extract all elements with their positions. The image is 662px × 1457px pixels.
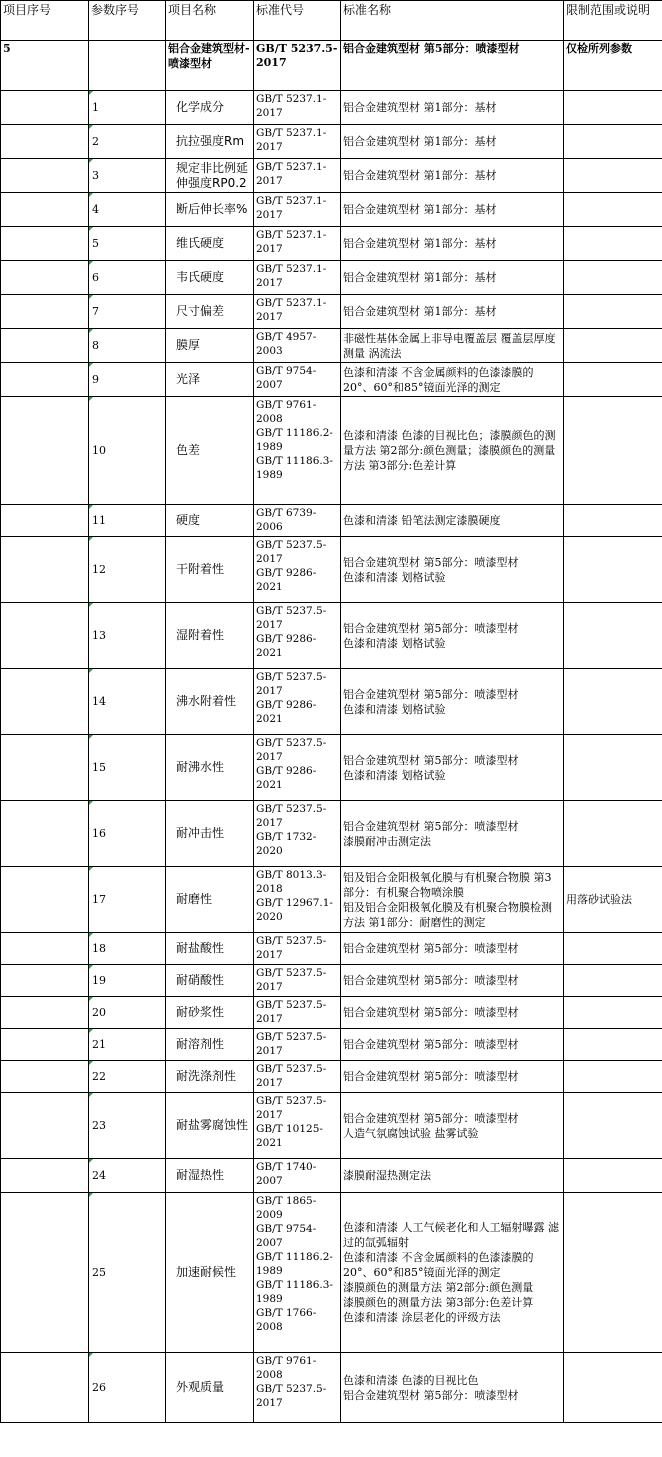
param-no: 1 <box>89 91 166 125</box>
std-name-line: 铝合金建筑型材 第5部分：喷漆型材 <box>343 687 519 701</box>
std-code-line: GB/T 5237.5-2017 <box>256 967 327 993</box>
remark <box>564 603 662 669</box>
std-name-line: 色漆和清漆 色漆的目视比色 <box>343 1373 479 1387</box>
project-no-cell <box>1 397 89 505</box>
param-no: 16 <box>89 801 166 867</box>
table-row <box>1 669 662 735</box>
item-name: 耐盐雾腐蚀性 <box>166 1093 254 1159</box>
project-no-cell <box>1 363 89 397</box>
table-row <box>1 1353 662 1423</box>
std-name <box>341 1353 564 1423</box>
std-name-line: 铝合金建筑型材 第1部分：基材 <box>343 305 497 318</box>
table-row <box>1 1159 662 1193</box>
std-code-line: GB/T 5237.1-2017 <box>256 161 327 187</box>
param-no: 10 <box>89 397 166 505</box>
std-code-line: GB/T 5237.1-2017 <box>256 263 327 289</box>
table-row <box>1 363 662 397</box>
remark <box>564 537 662 603</box>
std-code-line: GB/T 5237.5-2017 <box>256 539 327 565</box>
param-no: 25 <box>89 1193 166 1353</box>
std-code <box>254 537 341 603</box>
item-name: 规定非比例延伸强度RP0.2 <box>166 159 254 193</box>
std-code-line: GB/T 5237.1-2017 <box>256 127 327 153</box>
table-row <box>1 1061 662 1093</box>
table-row <box>1 1193 662 1353</box>
std-code-line: GB/T 5237.1-2017 <box>256 297 327 323</box>
std-code-line: GB/T 11186.3-1989 <box>256 455 333 481</box>
std-code <box>254 193 341 227</box>
std-code <box>254 1353 341 1423</box>
project-no-cell <box>1 329 89 363</box>
remark <box>564 1353 662 1423</box>
project-no-cell <box>1 125 89 159</box>
param-no: 18 <box>89 933 166 965</box>
std-code-line: GB/T 5237.5-2017 <box>256 671 327 697</box>
item-name: 断后伸长率% <box>166 193 254 227</box>
std-code-line: GB/T 1740-2007 <box>256 1161 317 1187</box>
param-no: 19 <box>89 965 166 997</box>
std-name-line: 铝合金建筑型材 第5部分：喷漆型材 <box>343 1388 519 1402</box>
item-name: 耐溶剂性 <box>166 1029 254 1061</box>
table-row <box>1 295 662 329</box>
project-no-cell <box>1 603 89 669</box>
std-name-line: 铝合金建筑型材 第5部分：喷漆型材 <box>343 1006 519 1019</box>
project-no-cell <box>1 933 89 965</box>
project-no-cell <box>1 965 89 997</box>
std-code <box>254 801 341 867</box>
std-code <box>254 261 341 295</box>
project-no-cell <box>1 1061 89 1093</box>
std-name-line: 非磁性基体金属上非导电覆盖层 覆盖层厚度测量 涡流法 <box>343 331 556 360</box>
remark <box>564 801 662 867</box>
std-code-line: GB/T 9754-2007 <box>256 1223 317 1249</box>
std-name-line: 漆膜耐湿热测定法 <box>343 1169 431 1182</box>
std-name-line: 色漆和清漆 色漆的目视比色；漆膜颜色的测量方法 第2部分:颜色测量；漆膜颜色的测量方法 第3部分:色差计算 <box>343 429 556 472</box>
table-row <box>1 965 662 997</box>
param-no: 21 <box>89 1029 166 1061</box>
project-no-cell <box>1 295 89 329</box>
param-no: 7 <box>89 295 166 329</box>
item-name: 耐磨性 <box>166 867 254 933</box>
table-row <box>1 735 662 801</box>
table-row <box>1 867 662 933</box>
table-row <box>1 397 662 505</box>
remark <box>564 1193 662 1353</box>
std-code <box>254 227 341 261</box>
remark <box>564 193 662 227</box>
std-name <box>341 1029 564 1061</box>
param-no: 2 <box>89 125 166 159</box>
param-no: 26 <box>89 1353 166 1423</box>
std-name <box>341 363 564 397</box>
std-name <box>341 997 564 1029</box>
item-name: 耐硝酸性 <box>166 965 254 997</box>
table-row <box>1 159 662 193</box>
project-no-cell <box>1 505 89 537</box>
project-no-cell <box>1 159 89 193</box>
std-name-line: 色漆和清漆 划格试验 <box>343 570 446 584</box>
item-name: 韦氏硬度 <box>166 261 254 295</box>
param-no: 14 <box>89 669 166 735</box>
remark <box>564 505 662 537</box>
item-name: 干附着性 <box>166 537 254 603</box>
item-name: 耐沸水性 <box>166 735 254 801</box>
std-code <box>254 603 341 669</box>
std-code-line: GB/T 5237.1-2017 <box>256 229 327 255</box>
std-code <box>254 295 341 329</box>
std-name-line: 色漆和清漆 铅笔法测定漆膜硬度 <box>343 514 501 527</box>
project-no-cell <box>1 1159 89 1193</box>
std-name-line: 铝合金建筑型材 第5部分：喷漆型材 <box>343 1038 519 1051</box>
std-name-line: 铝合金建筑型材 第5部分：喷漆型材 <box>343 942 519 955</box>
remark <box>564 1159 662 1193</box>
std-code-line: GB/T 5237.5-2017 <box>256 999 327 1025</box>
std-code <box>254 735 341 801</box>
std-name-line: 铝合金建筑型材 第1部分：基材 <box>343 271 497 284</box>
item-name: 膜厚 <box>166 329 254 363</box>
std-name <box>341 1159 564 1193</box>
header-row <box>1 1 662 41</box>
std-name <box>341 603 564 669</box>
param-no: 9 <box>89 363 166 397</box>
std-code <box>254 91 341 125</box>
std-code-line: GB/T 5237.5-2017 <box>256 1031 327 1057</box>
project-no-cell <box>1 1353 89 1423</box>
std-code <box>254 867 341 933</box>
std-code <box>254 669 341 735</box>
std-name-line: 色漆和清漆 划格试验 <box>343 768 446 782</box>
project-name: 铝合金建筑型材-喷漆型材 <box>166 41 254 91</box>
std-name-line: 铝合金建筑型材 第5部分：喷漆型材 <box>343 555 519 569</box>
remark: 用落砂试验法 <box>564 867 662 933</box>
project-no-cell <box>1 801 89 867</box>
remark <box>564 997 662 1029</box>
std-code <box>254 1193 341 1353</box>
project-no-cell <box>1 735 89 801</box>
std-name <box>341 397 564 505</box>
item-name: 湿附着性 <box>166 603 254 669</box>
std-code <box>254 965 341 997</box>
std-name-line: 铝合金建筑型材 第5部分：喷漆型材 <box>343 1070 519 1083</box>
std-code <box>254 1159 341 1193</box>
std-name-line: 铝合金建筑型材 第5部分：喷漆型材 <box>343 753 519 767</box>
std-code-line: GB/T 12967.1-2020 <box>256 897 333 923</box>
remark <box>564 363 662 397</box>
std-name-line: 色漆和清漆 不含金属颜料的色漆漆膜的20°、60°和85°镜面光泽的测定 <box>343 365 534 394</box>
remark <box>564 669 662 735</box>
std-name-line: 色漆和清漆 不含金属颜料的色漆漆膜的20°、60°和85°镜面光泽的测定 <box>343 1251 534 1279</box>
std-name <box>341 1061 564 1093</box>
std-code-line: GB/T 11186.3-1989 <box>256 1279 333 1305</box>
std-name <box>341 735 564 801</box>
project-no-cell <box>1 261 89 295</box>
std-code <box>254 397 341 505</box>
std-code-line: GB/T 5237.1-2017 <box>256 93 327 119</box>
remark <box>564 1029 662 1061</box>
item-name: 化学成分 <box>166 91 254 125</box>
header-std-name: 标准名称 <box>341 1 564 41</box>
std-code-line: GB/T 9286-2021 <box>256 765 317 791</box>
std-code <box>254 329 341 363</box>
std-name-line: 铝合金建筑型材 第1部分：基材 <box>343 101 497 114</box>
std-name-line: 铝合金建筑型材 第5部分：喷漆型材 <box>343 1111 519 1125</box>
std-code <box>254 363 341 397</box>
item-name: 维氏硬度 <box>166 227 254 261</box>
std-code <box>254 1061 341 1093</box>
std-code <box>254 1093 341 1159</box>
project-no-cell <box>1 997 89 1029</box>
table-row <box>1 91 662 125</box>
std-code-line: GB/T 5237.5-2017 <box>256 737 327 763</box>
std-name-line: 色漆和清漆 划格试验 <box>343 636 446 650</box>
project-no-cell <box>1 537 89 603</box>
remark <box>564 329 662 363</box>
std-code-line: GB/T 9286-2021 <box>256 633 317 659</box>
std-code-line: GB/T 9286-2021 <box>256 699 317 725</box>
std-code-line: GB/T 5237.1-2017 <box>256 195 327 221</box>
std-name-line: 色漆和清漆 人工气候老化和人工辐射曝露 滤过的氙弧辐射 <box>343 1221 559 1249</box>
std-name <box>341 261 564 295</box>
std-name <box>341 193 564 227</box>
std-code-line: GB/T 5237.5-2017 <box>256 1095 327 1121</box>
table-row <box>1 801 662 867</box>
project-row <box>1 41 662 91</box>
std-name <box>341 801 564 867</box>
std-name-line: 铝合金建筑型材 第5部分：喷漆型材 <box>343 974 519 987</box>
param-no: 24 <box>89 1159 166 1193</box>
remark <box>564 227 662 261</box>
param-no: 13 <box>89 603 166 669</box>
header-remark: 限制范围或说明 <box>564 1 662 41</box>
std-name-line: 人造气氛腐蚀试验 盐雾试验 <box>343 1126 479 1140</box>
std-name-line: 铝合金建筑型材 第1部分：基材 <box>343 169 497 182</box>
project-index: 5 <box>1 41 89 91</box>
remark <box>564 965 662 997</box>
project-no-cell <box>1 227 89 261</box>
std-code-line: GB/T 5237.5-2017 <box>256 803 327 829</box>
header-project-no: 项目序号 <box>1 1 89 41</box>
table-row <box>1 603 662 669</box>
project-param-empty <box>89 41 166 91</box>
table-body <box>1 41 662 1423</box>
remark <box>564 933 662 965</box>
std-code-line: GB/T 11186.2-1989 <box>256 427 333 453</box>
param-no: 3 <box>89 159 166 193</box>
param-no: 11 <box>89 505 166 537</box>
project-no-cell <box>1 867 89 933</box>
param-no: 15 <box>89 735 166 801</box>
std-name <box>341 91 564 125</box>
project-remark: 仅检所列参数 <box>564 41 662 91</box>
std-name <box>341 669 564 735</box>
project-no-cell <box>1 1193 89 1353</box>
item-name: 耐砂浆性 <box>166 997 254 1029</box>
item-name: 耐湿热性 <box>166 1159 254 1193</box>
item-name: 尺寸偏差 <box>166 295 254 329</box>
table-row <box>1 193 662 227</box>
std-code <box>254 933 341 965</box>
table-row <box>1 329 662 363</box>
item-name: 沸水附着性 <box>166 669 254 735</box>
std-code-line: GB/T 1865-2009 <box>256 1195 317 1221</box>
std-code <box>254 125 341 159</box>
project-code: GB/T 5237.5-2017 <box>254 41 341 91</box>
std-name-line: 铝合金建筑型材 第5部分：喷漆型材 <box>343 819 519 833</box>
std-name <box>341 329 564 363</box>
std-name-line: 铝合金建筑型材 第5部分：喷漆型材 <box>343 621 519 635</box>
std-name-line: 漆膜耐冲击测定法 <box>343 834 431 848</box>
table-row <box>1 997 662 1029</box>
param-no: 17 <box>89 867 166 933</box>
std-name-line: 铝合金建筑型材 第1部分：基材 <box>343 203 497 216</box>
remark <box>564 159 662 193</box>
std-code-line: GB/T 10125-2021 <box>256 1123 323 1149</box>
std-name-line: 铝及铝合金阳极氧化膜及有机聚合物膜检测方法 第1部分：耐磨性的测定 <box>343 900 552 929</box>
std-name <box>341 227 564 261</box>
item-name: 色差 <box>166 397 254 505</box>
std-code-line: GB/T 9761-2008 <box>256 399 317 425</box>
param-no: 8 <box>89 329 166 363</box>
header-param-no: 参数序号 <box>89 1 166 41</box>
std-name-line: 漆膜颜色的测量方法 第3部分:色差计算 <box>343 1296 534 1309</box>
std-code-line: GB/T 5237.5-2017 <box>256 1063 327 1089</box>
remark <box>564 295 662 329</box>
std-name <box>341 1193 564 1353</box>
std-name <box>341 159 564 193</box>
std-code-line: GB/T 6739-2006 <box>256 507 317 533</box>
table-row <box>1 125 662 159</box>
std-code-line: GB/T 5237.5-2017 <box>256 935 327 961</box>
project-no-cell <box>1 669 89 735</box>
std-code-line: GB/T 1732-2020 <box>256 831 317 857</box>
std-name <box>341 933 564 965</box>
std-code <box>254 505 341 537</box>
std-name-line: 铝合金建筑型材 第1部分：基材 <box>343 237 497 250</box>
item-name: 光泽 <box>166 363 254 397</box>
std-name <box>341 965 564 997</box>
std-name <box>341 537 564 603</box>
item-name: 耐盐酸性 <box>166 933 254 965</box>
std-code <box>254 159 341 193</box>
std-code-line: GB/T 9286-2021 <box>256 567 317 593</box>
std-name-line: 铝合金建筑型材 第1部分：基材 <box>343 135 497 148</box>
std-code-line: GB/T 8013.3-2018 <box>256 869 327 895</box>
item-name: 耐洗涤剂性 <box>166 1061 254 1093</box>
table-row <box>1 1093 662 1159</box>
std-name <box>341 1093 564 1159</box>
remark <box>564 125 662 159</box>
project-no-cell <box>1 193 89 227</box>
project-no-cell <box>1 1093 89 1159</box>
std-name-line: 铝及铝合金阳极氧化膜与有机聚合物膜 第3部分：有机聚合物喷涂膜 <box>343 870 552 899</box>
std-name-line: 色漆和清漆 划格试验 <box>343 702 446 716</box>
table-row <box>1 1029 662 1061</box>
std-code <box>254 997 341 1029</box>
table-row <box>1 505 662 537</box>
table-row <box>1 537 662 603</box>
table-row <box>1 933 662 965</box>
item-name: 加速耐候性 <box>166 1193 254 1353</box>
std-code-line: GB/T 9761-2008 <box>256 1355 317 1381</box>
param-no: 6 <box>89 261 166 295</box>
table-row <box>1 227 662 261</box>
item-name: 硬度 <box>166 505 254 537</box>
std-name <box>341 505 564 537</box>
project-no-cell <box>1 91 89 125</box>
std-name <box>341 295 564 329</box>
std-code-line: GB/T 11186.2-1989 <box>256 1251 333 1277</box>
param-no: 22 <box>89 1061 166 1093</box>
std-name <box>341 867 564 933</box>
project-std-name: 铝合金建筑型材 第5部分：喷漆型材 <box>341 41 564 91</box>
remark <box>564 735 662 801</box>
item-name: 抗拉强度Rm <box>166 125 254 159</box>
remark <box>564 1093 662 1159</box>
std-name-line: 漆膜颜色的测量方法 第2部分:颜色测量 <box>343 1281 534 1294</box>
remark <box>564 261 662 295</box>
param-no: 20 <box>89 997 166 1029</box>
param-no: 12 <box>89 537 166 603</box>
header-std-code: 标准代号 <box>254 1 341 41</box>
param-no: 4 <box>89 193 166 227</box>
std-code-line: GB/T 4957-2003 <box>256 331 317 357</box>
header-item-name: 项目名称 <box>166 1 254 41</box>
std-code-line: GB/T 5237.5-2017 <box>256 1383 327 1409</box>
project-no-cell <box>1 1029 89 1061</box>
std-code-line: GB/T 5237.5-2017 <box>256 605 327 631</box>
std-name-line: 色漆和清漆 涂层老化的评级方法 <box>343 1311 501 1324</box>
param-no: 23 <box>89 1093 166 1159</box>
remark <box>564 91 662 125</box>
remark <box>564 1061 662 1093</box>
item-name: 外观质量 <box>166 1353 254 1423</box>
std-name <box>341 125 564 159</box>
std-code <box>254 1029 341 1061</box>
table-row <box>1 261 662 295</box>
remark <box>564 397 662 505</box>
param-no: 5 <box>89 227 166 261</box>
item-name: 耐冲击性 <box>166 801 254 867</box>
std-code-line: GB/T 9754-2007 <box>256 365 317 391</box>
std-code-line: GB/T 1766-2008 <box>256 1307 317 1333</box>
